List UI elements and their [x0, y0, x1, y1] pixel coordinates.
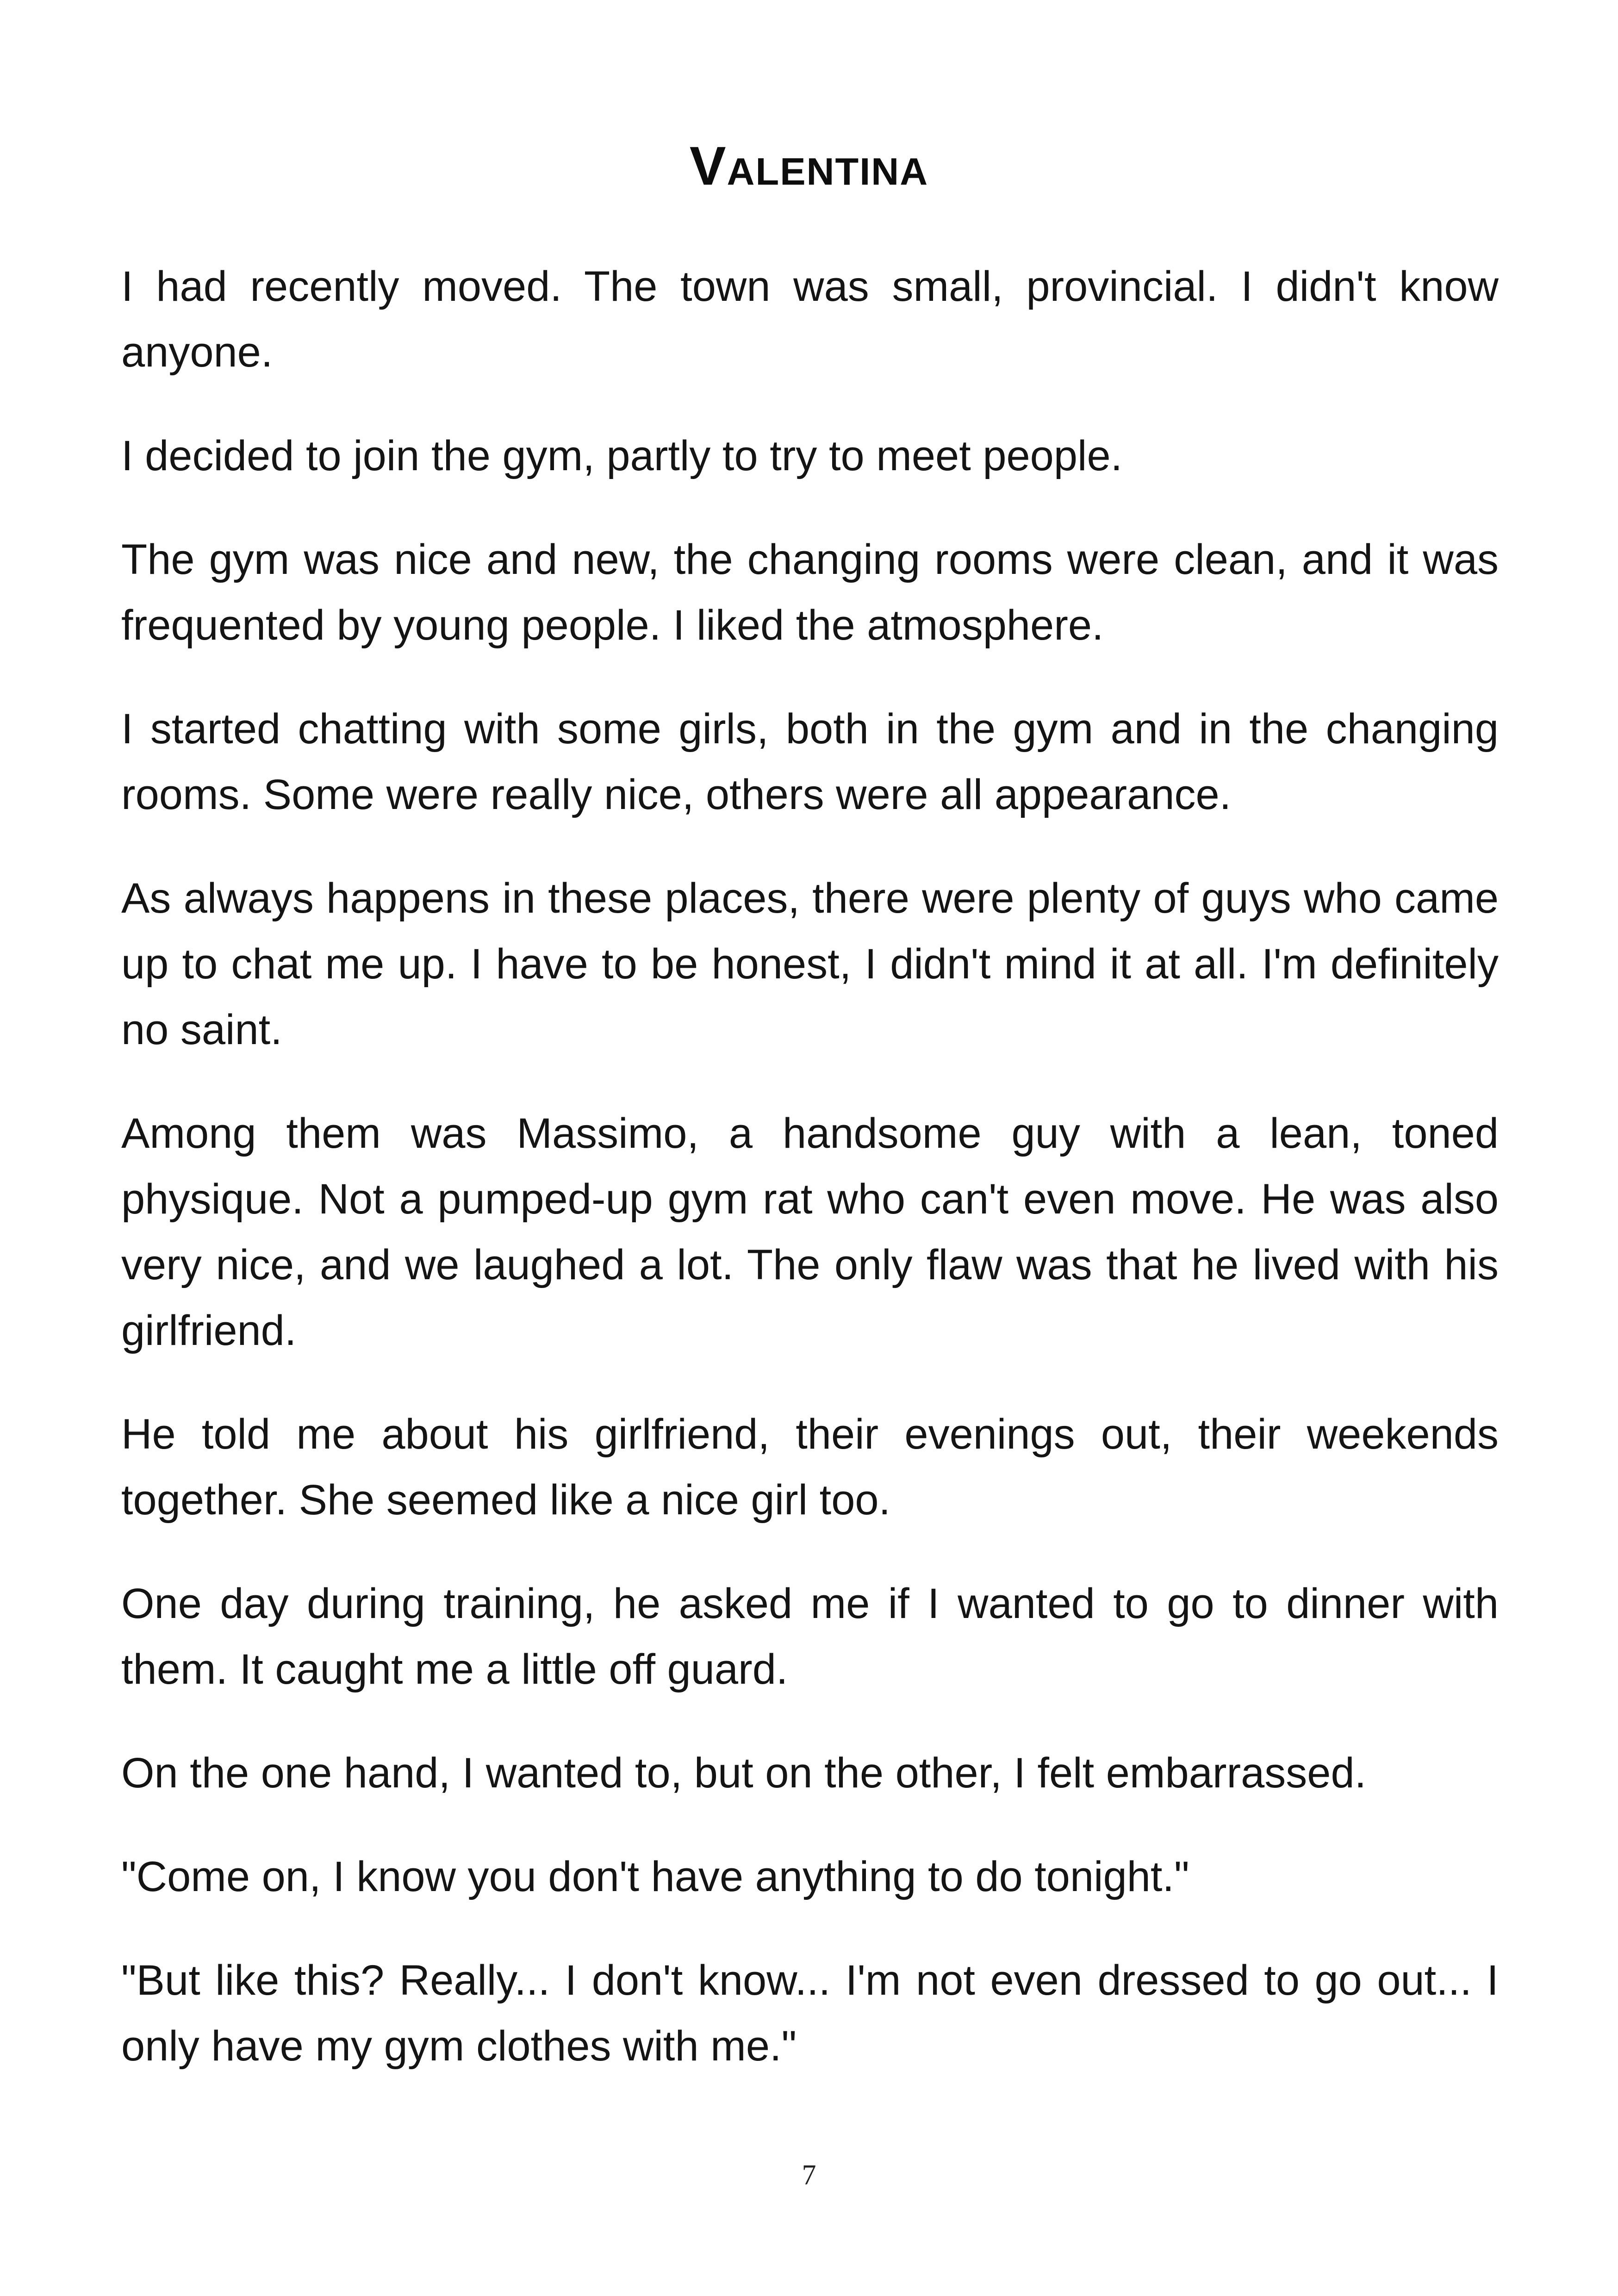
paragraph: "But like this? Really... I don't know... I'm not even dressed to go out... I only have my gym clothes with me." [121, 1957, 1499, 2070]
page-number: 7 [802, 2159, 816, 2191]
paragraph: The gym was nice and new, the changing rooms were clean, and it was frequented by young people. I liked the atmosphere. [121, 536, 1499, 649]
paragraph: One day during training, he asked me if I wanted to go to dinner with them. It caught me a little off guard. [121, 1580, 1499, 1693]
paragraph: I started chatting with some girls, both in the gym and in the changing rooms. Some were really nice, others were all appearance. [121, 705, 1499, 818]
paragraph: Among them was Massimo, a handsome guy with a lean, toned physique. Not a pumped-up gym rat who can't even move. He was also very nice, and we laughed a lot. The only flaw was that he lived with his girlfriend. [121, 1110, 1499, 1354]
paragraph: He told me about his girlfriend, their evenings out, their weekends together. She seemed like a nice girl too. [121, 1411, 1499, 1524]
chapter-title: Valentina [689, 136, 929, 197]
paragraph: As always happens in these places, there were plenty of guys who came up to chat me up. I have to be honest, I didn't mind it at all. I'm definitely no saint. [121, 875, 1499, 1053]
paragraph: I had recently moved. The town was small, provincial. I didn't know anyone. [121, 263, 1499, 376]
paragraph: I decided to join the gym, partly to try to meet people. [121, 432, 1123, 479]
chapter-body [121, 254, 1499, 2117]
paragraph: "Come on, I know you don't have anything to do tonight." [121, 1853, 1189, 1900]
paragraph: On the one hand, I wanted to, but on the other, I felt embarrassed. [121, 1749, 1367, 1797]
